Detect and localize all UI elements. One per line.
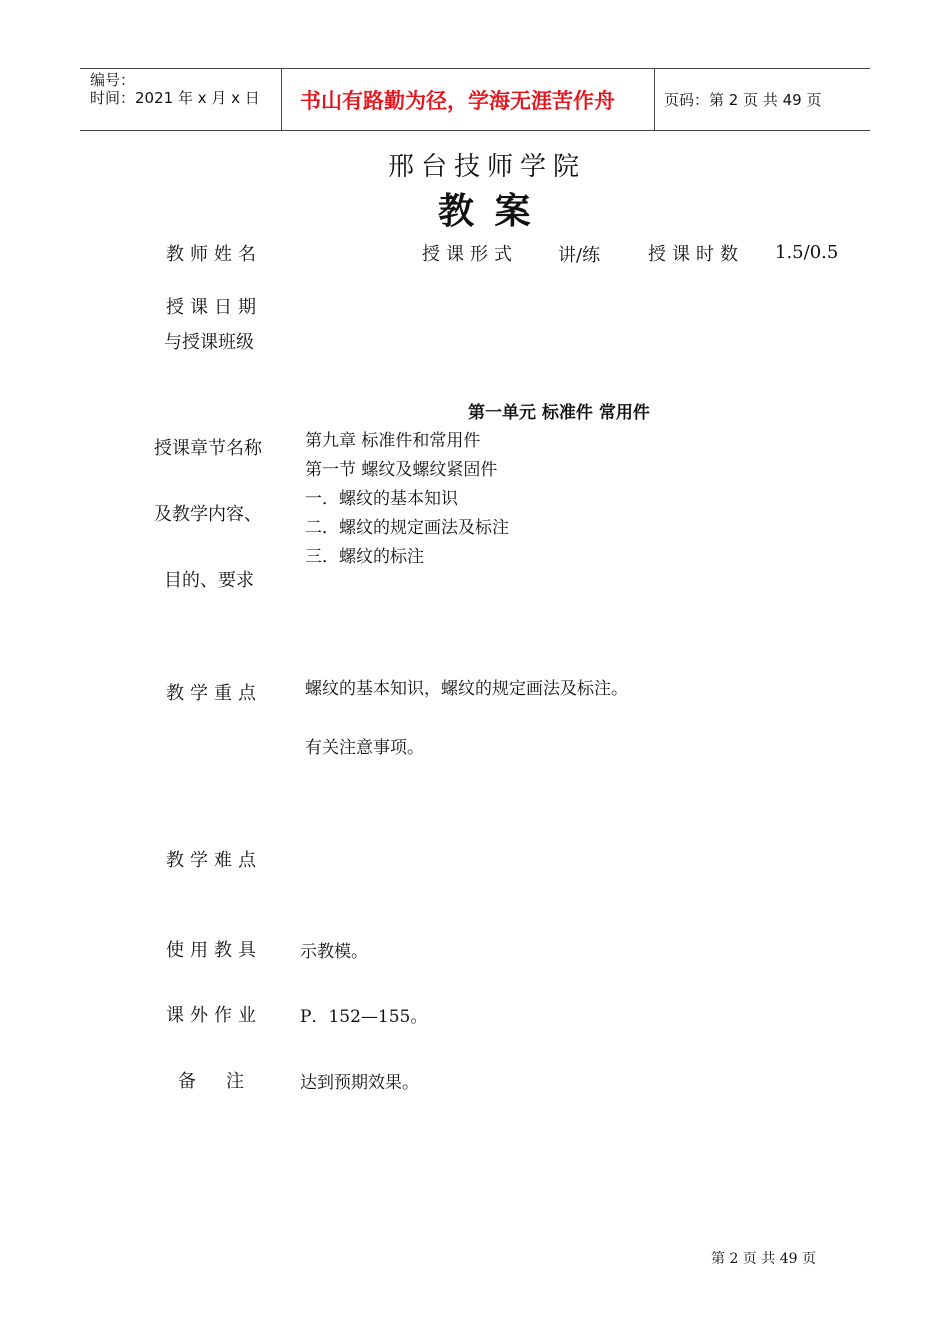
key-points-line: 有关注意事项。 — [305, 738, 424, 758]
teaching-tools-label: 使用教具 — [166, 940, 262, 961]
teaching-hours-label: 授课时数 — [648, 244, 744, 265]
content-line: 第一节 螺纹及螺纹紧固件 — [305, 460, 498, 480]
page-label: 页码：第 2 页 共 49 页 — [664, 91, 822, 109]
motto-text: 书山有路勤为径，学海无涯苦作舟 — [300, 89, 615, 113]
teaching-tools-value: 示教模。 — [300, 942, 368, 962]
teaching-form-label: 授课形式 — [422, 244, 518, 265]
content-label: 及教学内容、 — [154, 504, 262, 525]
teaching-form-value: 讲/练 — [558, 245, 601, 266]
key-points-label: 教学重点 — [166, 683, 262, 704]
homework-label: 课外作业 — [166, 1005, 262, 1026]
homework-value: P．152—155。 — [300, 1007, 428, 1027]
key-points-line: 螺纹的基本知识，螺纹的规定画法及标注。 — [305, 679, 628, 699]
teaching-date-label: 授课日期 — [166, 297, 262, 318]
time-label: 时间：2021 年 x 月 x 日 — [90, 89, 260, 107]
teaching-hours-value: 1.5/0.5 — [775, 242, 839, 263]
content-line: 一．螺纹的基本知识 — [305, 489, 458, 509]
chapter-label: 授课章节名称 — [154, 438, 262, 459]
teacher-name-label: 教师姓名 — [166, 244, 262, 265]
difficulty-label: 教学难点 — [166, 850, 262, 871]
content-line: 二．螺纹的规定画法及标注 — [305, 518, 509, 538]
header-divider — [281, 69, 282, 130]
content-line: 三．螺纹的标注 — [305, 547, 424, 567]
remarks-value: 达到预期效果。 — [300, 1073, 419, 1093]
number-label: 编号： — [90, 71, 136, 89]
unit-title: 第一单元 标准件 常用件 — [468, 403, 650, 423]
content-line: 第九章 标准件和常用件 — [305, 431, 481, 451]
header-divider — [654, 69, 655, 130]
school-title: 邢台技师学院 — [388, 152, 587, 182]
footer-page-number: 第 2 页 共 49 页 — [711, 1251, 816, 1267]
class-label: 与授课班级 — [164, 332, 254, 353]
remarks-label: 备 注 — [178, 1071, 250, 1092]
doc-title: 教 案 — [438, 191, 535, 232]
goals-label: 目的、要求 — [164, 570, 254, 591]
